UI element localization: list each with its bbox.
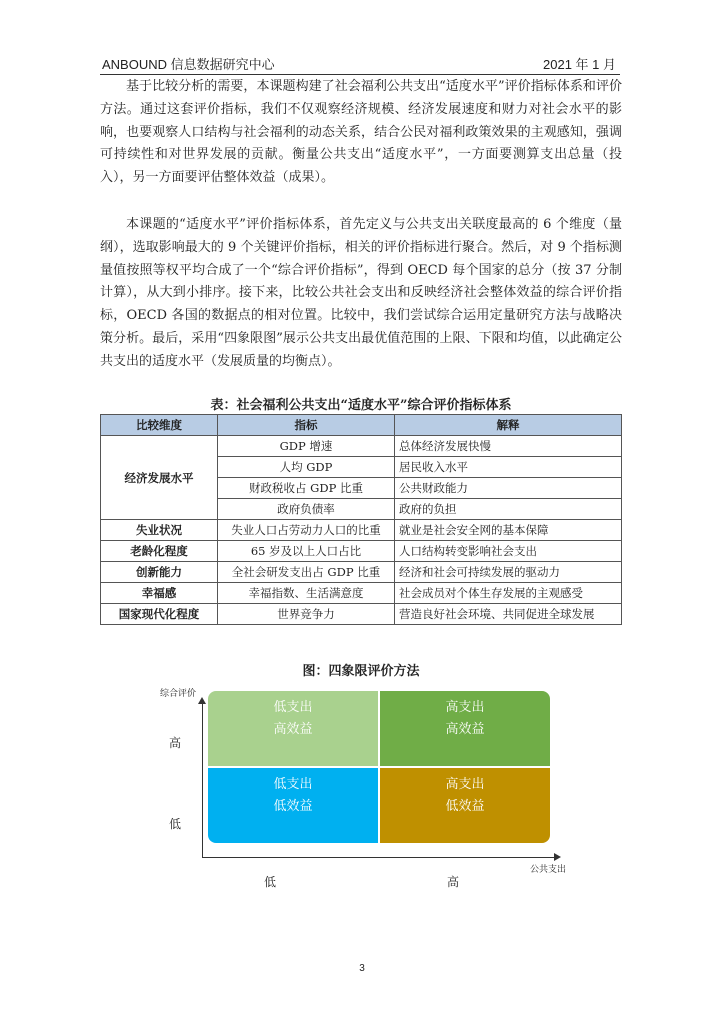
indicator-cell: 人均 GDP	[218, 457, 395, 478]
page-header	[100, 54, 620, 75]
y-axis-line	[202, 700, 203, 858]
x-axis-line	[202, 857, 556, 858]
paragraph-2: 本课题的“适度水平”评价指标体系，首先定义与公共支出关联度最高的 6 个维度（量纲），选取影响最大的 9 个关键评价指标，相关的评价指标进行聚合。然后，对 9 个指标测量值按照等权平均合成了一个“综合评价指标”，得到 OECD 每个国家的总分（按 37 分制计算），从大到小排序。接下来，比较公共社会支出和反映经济社会整体效益的综合评价指标，OECD 各国的数据点的相对位置。比较中，我们尝试综合运用定量研究方法与战略决策分析。最后，采用“四象限图”展示公共支出最优值范围的上限、下限和均值，以此确定公共支出的适度水平（发展质量的均衡点）。	[100, 217, 622, 369]
quadrant-high-spend-high-benefit	[380, 691, 550, 766]
table-header-row	[101, 415, 622, 436]
table-row	[101, 583, 622, 604]
indicator-cell: 65 岁及以上人口占比	[218, 541, 395, 562]
x-tick-low: 低	[264, 875, 277, 889]
explanation-cell: 营造良好社会环境、共同促进全球发展	[395, 604, 622, 625]
page-number: 3	[359, 963, 365, 974]
explanation-cell: 总体经济发展快慢	[395, 436, 622, 457]
table-row	[101, 520, 622, 541]
explanation-cell: 公共财政能力	[395, 478, 622, 499]
quadrant-low-spend-high-benefit	[208, 691, 378, 766]
dimension-cell: 幸福感	[101, 583, 218, 604]
header-explanation: 解释	[395, 415, 622, 436]
explanation-cell: 经济和社会可持续发展的驱动力	[395, 562, 622, 583]
indicator-cell: 世界竞争力	[218, 604, 395, 625]
header-dimension: 比较维度	[101, 415, 218, 436]
header-indicator: 指标	[218, 415, 395, 436]
table-row	[101, 436, 622, 457]
header-org: ANBOUND 信息数据研究中心	[102, 57, 275, 72]
quadrant-line-2: 低效益	[445, 799, 485, 814]
indicator-cell: 幸福指数、生活满意度	[218, 583, 395, 604]
quadrant-line-2: 高效益	[273, 722, 313, 737]
explanation-cell: 政府的负担	[395, 499, 622, 520]
y-axis-label: 综合评价	[160, 689, 197, 699]
explanation-cell: 就业是社会安全网的基本保障	[395, 520, 622, 541]
x-axis-arrow-icon	[554, 853, 561, 861]
explanation-cell: 人口结构转变影响社会支出	[395, 541, 622, 562]
x-axis-label: 公共支出	[530, 865, 567, 875]
y-tick-high: 高	[169, 736, 182, 750]
dimension-cell: 老龄化程度	[101, 541, 218, 562]
table-title: 表：社会福利公共支出“适度水平”综合评价指标体系	[210, 398, 512, 413]
header-date: 2021 年 1 月	[543, 57, 616, 72]
quadrant-line-1: 低支出	[273, 777, 313, 792]
dimension-cell: 创新能力	[101, 562, 218, 583]
table-row	[101, 604, 622, 625]
quadrant-low-spend-low-benefit	[208, 768, 378, 843]
indicator-cell: 政府负债率	[218, 499, 395, 520]
dimension-cell: 经济发展水平	[101, 436, 218, 520]
quadrant-line-1: 高支出	[445, 777, 485, 792]
explanation-cell: 居民收入水平	[395, 457, 622, 478]
dimension-cell: 失业状况	[101, 520, 218, 541]
figure-title: 图：四象限评价方法	[302, 664, 420, 679]
indicator-cell: 失业人口占劳动力人口的比重	[218, 520, 395, 541]
y-tick-low: 低	[169, 817, 182, 831]
indicator-cell: 财政税收占 GDP 比重	[218, 478, 395, 499]
indicator-cell: GDP 增速	[218, 436, 395, 457]
quadrant-high-spend-low-benefit	[380, 768, 550, 843]
table-row	[101, 562, 622, 583]
indicator-table	[100, 414, 622, 625]
explanation-cell: 社会成员对个体生存发展的主观感受	[395, 583, 622, 604]
indicator-cell: 全社会研发支出占 GDP 比重	[218, 562, 395, 583]
quadrant-line-2: 低效益	[273, 799, 313, 814]
x-tick-high: 高	[447, 875, 460, 889]
table-row	[101, 541, 622, 562]
paragraph-1: 基于比较分析的需要，本课题构建了社会福利公共支出“适度水平”评价指标体系和评价方法。通过这套评价指标，我们不仅观察经济规模、经济发展速度和财力对社会水平的影响，也要观察人口结构与社会福利的动态关系，结合公民对福利政策效果的主观感知，强调可持续性和对世界发展的贡献。衡量公共支出“适度水平”，一方面要测算支出总量（投入），另一方面要评估整体效益（成果）。	[100, 79, 622, 186]
quadrant-line-1: 低支出	[273, 700, 313, 715]
dimension-cell: 国家现代化程度	[101, 604, 218, 625]
quadrant-line-2: 高效益	[445, 722, 485, 737]
quadrant-line-1: 高支出	[445, 700, 485, 715]
